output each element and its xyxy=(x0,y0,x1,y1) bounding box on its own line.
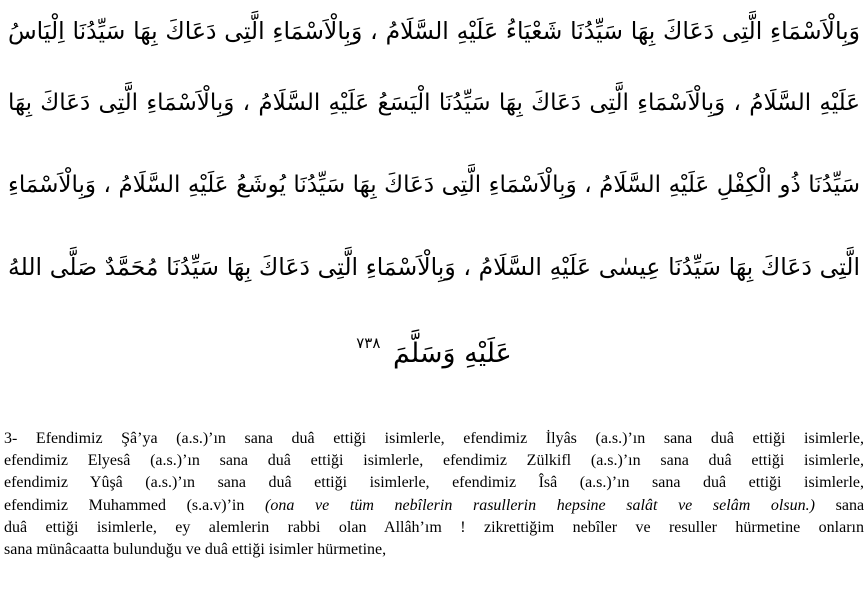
translation-line: duâ ettiği isimlerle, ey alemlerin rabbi olan Allâh’ım ! zikrettiğim nebîler ve resuller hürmetine onların xyxy=(4,518,864,536)
turkish-translation xyxy=(4,428,864,561)
translation-line-mixed xyxy=(4,495,864,517)
arabic-line-1: وَبِالْاَسْمَاءِ الَّتِى دَعَاكَ بِهَا سَيِّدُنَا شَعْيَاءُ عَلَيْهِ السَّلَامُ ، وَبِالْاَسْمَاءِ الَّتِى دَعَاكَ بِهَا سَيِّدُنَا اِلْيَاسُ xyxy=(8,17,860,45)
translation-line: efendimiz Yûşâ (a.s.)’ın sana duâ ettiği isimlerle, efendimiz Îsâ (a.s.)’ın sana duâ ettiği isimlerle, xyxy=(4,474,864,492)
translation-text: efendimiz Muhammed (s.a.v)’in xyxy=(4,496,245,514)
translation-text: sana xyxy=(835,496,865,514)
translation-line: sana münâcaatta bulunduğu ve duâ ettiği isimler hürmetine, xyxy=(4,541,387,559)
arabic-prayer-text xyxy=(8,0,860,378)
translation-line: efendimiz Elyesâ (a.s.)’ın sana duâ ettiği isimlerle, efendimiz Zülkifl (a.s.)’ın sana duâ ettiği isimlerle, xyxy=(4,452,864,470)
footnote-reference[interactable]: ٧٣٨ xyxy=(356,334,381,352)
arabic-line-2: عَلَيْهِ السَّلَامُ ، وَبِالْاَسْمَاءِ الَّتِى دَعَاكَ بِهَا سَيِّدُنَا الْيَسَعُ عَلَيْهِ السَّلَامُ ، وَبِالْاَسْمَاءِ الَّتِى دَعَاكَ بِهَا xyxy=(8,90,860,116)
arabic-line-3: سَيِّدُنَا ذُو الْكِفْلِ عَلَيْهِ السَّلَامُ ، وَبِالْاَسْمَاءِ الَّتِى دَعَاكَ بِهَا سَيِّدُنَا يُوشَعُ عَلَيْهِ السَّلَامُ ، وَبِالْاَسْمَاءِ xyxy=(8,172,860,198)
arabic-line-4: الَّتِى دَعَاكَ بِهَا سَيِّدُنَا عِيسٰى عَلَيْهِ السَّلَامُ ، وَبِالْاَسْمَاءِ الَّتِى دَعَاكَ بِهَا سَيِّدُنَا مُحَمَّدٌ صَلَّى اللهُ xyxy=(8,253,860,281)
translation-line: 3- Efendimiz Şâ’ya (a.s.)’ın sana duâ ettiği isimlerle, efendimiz İlyâs (a.s.)’ın sana duâ ettiği isimlerle, xyxy=(4,430,864,447)
blessing-italic-text: (ona ve tüm nebîlerin rasullerin hepsine salât ve selâm olsun.) xyxy=(265,496,815,514)
arabic-line-5 xyxy=(8,308,860,378)
arabic-closing-phrase: عَلَيْهِ وَسَلَّمَ xyxy=(392,338,512,369)
